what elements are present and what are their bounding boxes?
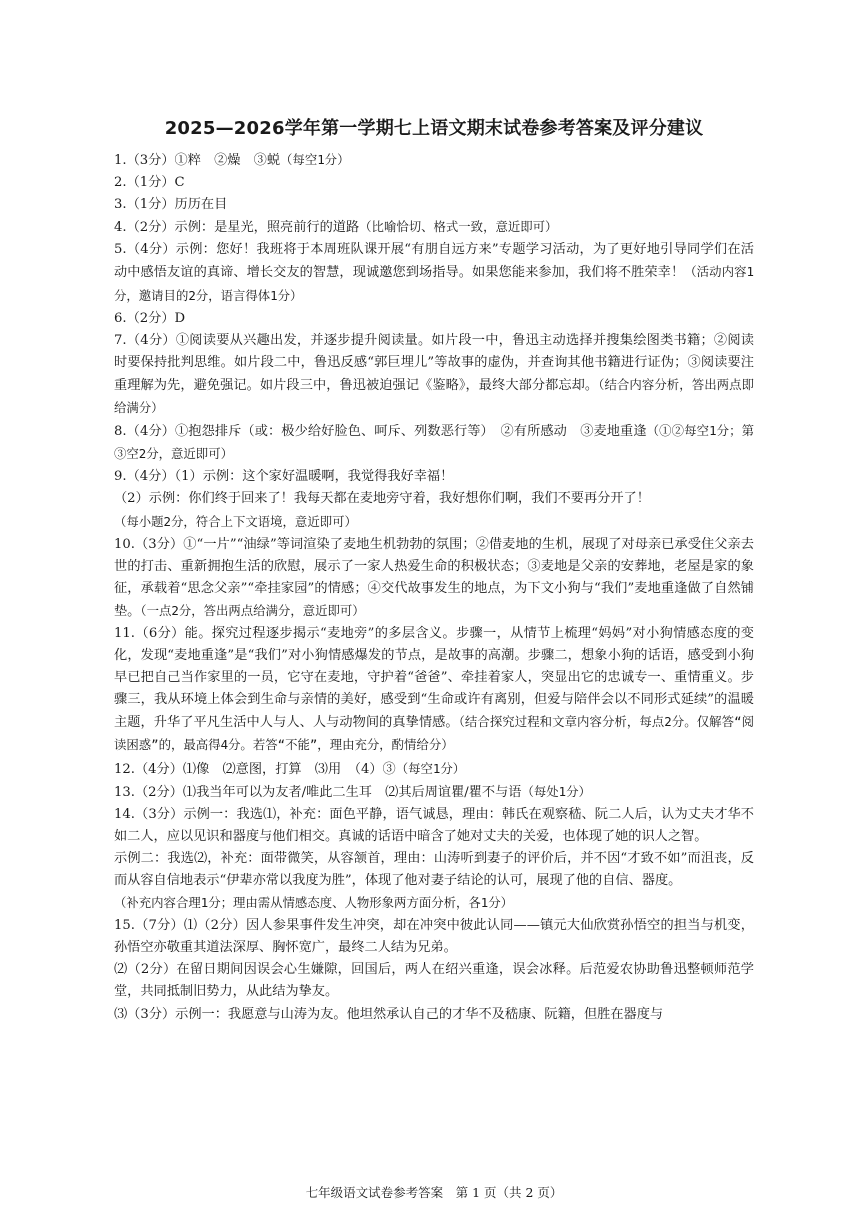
scoring-note: （活动内容1分，邀请目的2分，语言得体1分） [114, 264, 754, 303]
scoring-note: （①②每空1分；第③空2分，意近即可） [114, 423, 754, 462]
answer-paragraph [114, 194, 754, 216]
scoring-note: （每空1分） [280, 152, 350, 167]
scoring-note: （每空1分） [395, 760, 466, 776]
answer-text: 1.（3分）①粹 ②燥 ③蜕 [114, 153, 281, 168]
answer-paragraph [114, 239, 754, 307]
scoring-note: （结合探究过程和文章内容分析，每点2分。仅解答“阅读困惑”的，最高得4分。若答“不能”，理由充分，酌情给分） [114, 714, 754, 753]
answer-text: 示例二：我选⑵，补充：面带微笑，从容颔首，理由：山涛听到妻子的评价后，并不因“才致不如”而沮丧，反而从容自信地表示“伊辈亦常以我度为胜”，体现了他对妻子结论的认可，展现了他的自信、器度。 [114, 850, 754, 888]
scoring-note: （每处1分） [521, 783, 591, 799]
answer-paragraph [114, 915, 754, 959]
answer-paragraph [114, 848, 754, 892]
answer-text: 8.（4分）①抱怨排斥（或：极少给好脸色、呵斥、列数恶行等） ②有所感动 ③麦地重逢 [114, 424, 647, 440]
answer-text: ⑶（3分）示例一：我愿意与山涛为友。他坦然承认自己的才华不及嵇康、阮籍，但胜在器度与 [114, 1006, 664, 1022]
answer-paragraph [114, 1004, 754, 1026]
scoring-note: （一点2分，答出两点给满分，意近即可） [140, 602, 365, 618]
answer-paragraph [114, 308, 754, 330]
answer-text: 5.（4分）示例：您好！我班将于本周班队课开展“有朋自远方来”专题学习活动，为了更好地引导同学们在活动中感悟友谊的真谛、增长交友的智慧，现诚邀您到场指导。如果您能来参加，我们将不胜荣幸！ [114, 242, 754, 281]
answer-paragraph [114, 172, 754, 194]
scoring-note: （补充内容合理1分；理由需从情感态度、人物形象两方面分析，各1分） [114, 895, 514, 911]
answer-paragraph [114, 466, 754, 488]
answer-paragraph [114, 758, 754, 781]
answer-text: （2）示例：你们终于回来了！我每天都在麦地旁守着，我好想你们啊，我们不要再分开了！ [114, 491, 650, 507]
scoring-note: （比喻恰切、格式一致，意近即可） [359, 219, 558, 235]
answer-text: 3.（1分）历历在目 [114, 197, 228, 213]
document-title: 2025—2026学年第一学期七上语文期末试卷参考答案及评分建议 [164, 118, 704, 139]
answer-text: 4.（2分）示例：是星光，照亮前行的道路 [114, 220, 360, 236]
answer-paragraph [114, 892, 754, 915]
answer-text: 11.（6分）能。探究过程逐步揭示“麦地旁”的多层含义。步骤一，从情节上梳理“妈妈”对小狗情感态度的变化，发现“麦地重逢”是“我们”对小狗情感爆发的节点，是故事的高潮。步骤二，想象小狗的话语，感受到小狗早已把自己当作家里的一员，它守在麦地，守护着“爸爸”、牵挂着家人，突显出它的忠诚专一、重情重义。步骤三，我从环境上体会到生命与亲情的美好，感受到“生命或许有离别，但爱与陪伴会以不同形式延续”的温暖主题，升华了平凡生活中人与人、人与动物间的真挚情感。 [114, 625, 754, 731]
answer-paragraph [114, 959, 754, 1003]
answer-paragraph [114, 804, 754, 848]
page-footer: 七年级语文试卷参考答案 第 1 页（共 2 页） [305, 1185, 563, 1200]
answer-text: 6.（2分）D [114, 310, 186, 326]
answer-text: 2.（1分）C [114, 175, 185, 191]
answer-paragraph [114, 511, 754, 534]
answer-paragraph [114, 330, 754, 420]
scoring-note: （结合内容分析，答出两点即给满分） [114, 376, 754, 416]
answer-text: 7.（4分）①阅读要从兴趣出发，并逐步提升阅读量。如片段一中，鲁迅主动选择并搜集绘图类书籍；②阅读时要保持批判思维。如片段二中，鲁迅反感“郭巨埋儿”等故事的虚伪，并查询其他书籍进行证伪；③阅读要注重理解为先，避免强记。如片段三中，鲁迅被迫强记《鉴略》，最终大部分都忘却。 [114, 332, 754, 393]
answer-paragraph [114, 488, 754, 510]
answer-paragraph [114, 149, 754, 172]
answer-text: 9.（4分）（1）示例：这个家好温暖啊，我觉得我好幸福！ [114, 469, 454, 485]
answer-text: 14.（3分）示例一：我选⑴，补充：面色平静，语气诚恳，理由：韩氏在观察嵇、阮二人后，认为丈夫才华不如二人，应以见识和器度与他们相交。真诚的话语中暗含了她对丈夫的关爱，也体现了她的识人之智。 [114, 806, 754, 844]
answer-paragraph [114, 534, 754, 623]
scoring-note: （每小题2分，符合上下文语境，意近即可） [114, 513, 357, 529]
answer-paragraph [114, 781, 754, 804]
answer-text: 13.（2分）⑴我当年可以为友者/唯此二生耳 ⑵其后周谊瞿/瞿不与语 [114, 784, 522, 800]
answer-paragraph [114, 420, 754, 466]
answer-paragraph [114, 623, 754, 758]
answer-list [114, 149, 754, 1026]
answer-paragraph [114, 216, 754, 239]
answer-text: 10.（3分）①“一片”“油绿”等词渲染了麦地生机勃勃的氛围；②借麦地的生机，展现了对母亲已承受住父亲去世的打击、重新拥抱生活的欣慰，展示了一家人热爱生命的积极状态；③麦地是父亲的安葬地，老屋是家的象征，承载着“思念父亲”“牵挂家园”的情感；④交代故事发生的地点，为下文小狗与“我们”麦地重逢做了自然铺垫。 [114, 536, 754, 619]
answer-text: ⑵（2分）在留日期间因误会心生嫌隙，回国后，两人在绍兴重逢，误会冰释。后范爱农协助鲁迅整顿师范学堂，共同抵制旧势力，从此结为挚友。 [114, 962, 754, 1000]
answer-text: 15.（7分）⑴（2分）因人参果事件发生冲突，却在冲突中彼此认同——镇元大仙欣赏孙悟空的担当与机变，孙悟空亦敬重其道法深厚、胸怀宽广，最终二人结为兄弟。 [114, 918, 754, 956]
answer-text: 12.（4分）⑴像 ⑵意图，打算 ⑶用 （4）③ [114, 761, 396, 777]
